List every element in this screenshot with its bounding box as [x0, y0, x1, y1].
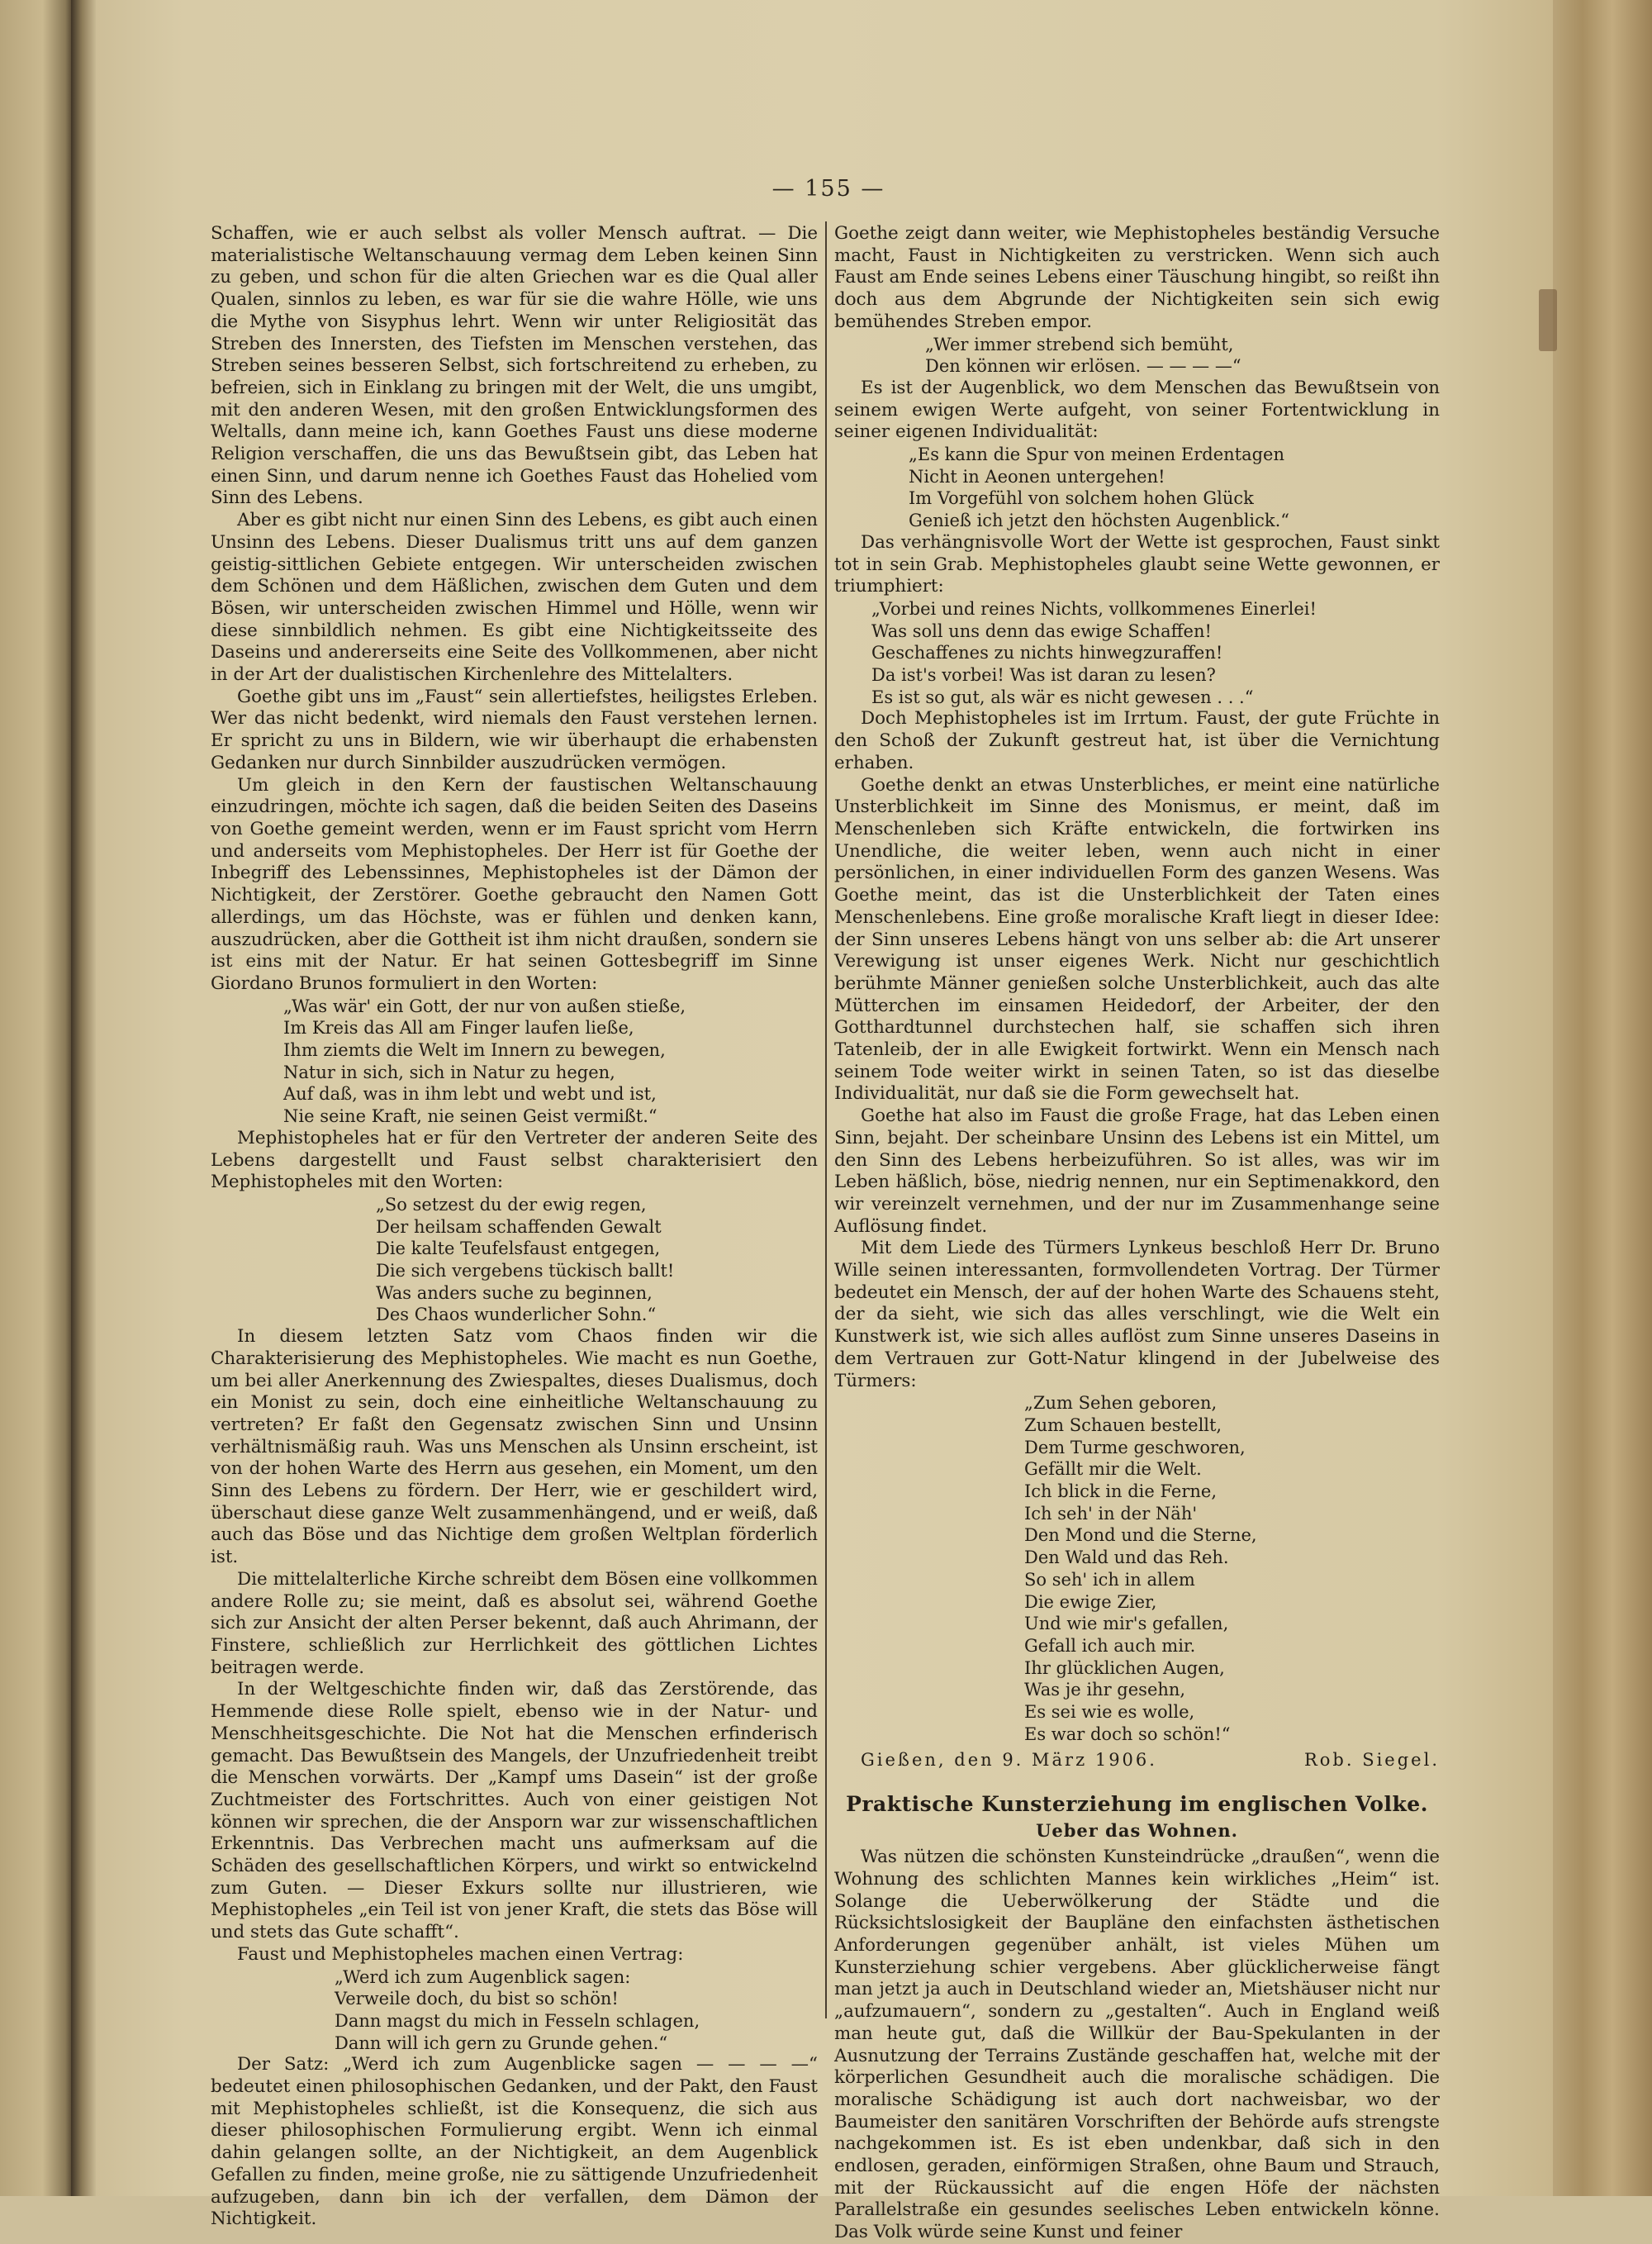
paragraph: Goethe gibt uns im „Faust“ sein allertiefstes, heiligstes Erleben. Wer das nicht bedenkt, wird niemals den Faust verstehen lernen. Er spricht zu uns in Bildern, wie wir überhaupt die erhabensten Gedanken nur durch Sinnbilder auszudrücken vermögen.	[211, 686, 818, 773]
paragraph: In diesem letzten Satz vom Chaos finden wir die Charakterisierung des Mephistopheles. Wie macht es nun Goethe, um bei aller Anerkennung des Zwiespaltes, dieses Dualismus, doch ein Monist zu sein, doch eine einheitliche Weltanschauung zu vertreten? Er faßt den Gegensatz zwischen Sinn und Unsinn verhältnismäßig rauh. Was uns Menschen als Unsinn erscheint, ist von der hohen Warte des Herrn aus gesehen, ein Moment, um den Sinn des Lebens zu fördern. Der Herr, wie er geschildert wird, überschaut diese ganze Welt zusammenhängend, und er weiß, daß auch das Böse und das Nichtige dem großen Weltplan förderlich ist.	[211, 1326, 818, 1568]
column-divider	[825, 221, 827, 2018]
paragraph: Das verhängnisvolle Wort der Wette ist gesprochen, Faust sinkt tot in sein Grab. Mephistopheles glaubt seine Wette gewonnen, er triumphiert:	[834, 531, 1440, 597]
paragraph: Die mittelalterliche Kirche schreibt dem Bösen eine vollkommen andere Rolle zu; sie meint, daß es absolut sei, während Goethe sich zur Ansicht der alten Perser bekennt, daß auch Ahrimann, der Finstere, schließlich zur Herrlichkeit des göttlichen Lichtes beitragen werde.	[211, 1568, 818, 1678]
paragraph: Goethe hat also im Faust die große Frage, hat das Leben einen Sinn, bejaht. Der scheinbare Unsinn des Lebens ist ein Mittel, um den Sinn des Lebens herbeizuführen. So ist alles, was wir im Leben häßlich, böse, niedrig nennen, nur ein Septimenakkord, den wir vereinzelt vernehmen, und der nur im Zusammenhange seine Auflösung findet.	[834, 1105, 1440, 1237]
article-heading: Praktische Kunsterziehung im englischen Volke.	[846, 1792, 1428, 1817]
paragraph: Mit dem Liede des Türmers Lynkeus beschloß Herr Dr. Bruno Wille seinen interessanten, formvollendeten Vortrag. Der Türmer bedeutet ein Mensch, der auf der hohen Warte des Schauens steht, der da sieht, wie sich das alles verschlingt, wie die Welt ein Kunstwerk ist, wie sich alles auflöst zum Sinne unseres Daseins in dem Vertrauen zur Gott-Natur klingend in der Jubelweise des Türmers:	[834, 1238, 1440, 1391]
verse-quote: „Zum Sehen geboren, Zum Schauen bestellt, Dem Turme geschworen, Gefällt mir die Welt. Ich blick in die Ferne, Ich seh' in der Näh' Den Mond und die Sterne, Den Wald und das Reh. So seh' ich in allem Die ewige Zier, Und wie mir's gefallen, Gefall ich auch mir. Ihr glücklichen Augen, Was je ihr gesehn, Es sei wie es wolle, Es war doch so schön!“	[1024, 1393, 1257, 1744]
paragraph: Goethe denkt an etwas Unsterbliches, er meint eine natürliche Unsterblichkeit im Sinne des Monismus, er meint, daß im Menschenleben sich Kräfte entwickeln, die fortwirken ins Unendliche, die weiter leben, wenn auch nicht in einer persönlichen, in einer individuellen Form des ganzen Wesens. Was Goethe meint, das ist die Unsterblichkeit der Taten eines Menschenlebens. Eine große moralische Kraft liegt in dieser Idee: der Sinn unseres Lebens hängt von uns selber ab: die Art unserer Verewigung ist unser eigenes Werk. Nicht nur geschichtlich berühmte Männer genießen solche Unsterblichkeit, auch das alte Mütterchen im einsamen Heidedorf, der Arbeiter, der den Gotthardtunnel durchstechen half, sie schaffen sich ihren Tatenleib, der in alle Ewigkeit fortwirkt. Wenn ein Mensch nach seinem Tode weiter wirkt in seinen Taten, so ist das dieselbe Individualität, nur daß sie die Form gewechselt hat.	[834, 774, 1440, 1105]
signature-line	[834, 1749, 1440, 1771]
book-gutter	[71, 0, 96, 2196]
verse-quote: „So setzest du der ewig regen, Der heilsam schaffenden Gewalt Die kalte Teufelsfaust entgegen, Die sich vergebens tückisch ballt! Was anders suche zu beginnen, Des Chaos wunderlicher Sohn.“	[376, 1194, 675, 1325]
left-column	[211, 223, 818, 2231]
paragraph: Was nützen die schönsten Kunsteindrücke „draußen“, wenn die Wohnung des schlichten Mannes kein wirkliches „Heim“ ist. Solange die Ueberwölkerung der Städte und die Rücksichtslosigkeit der Baupläne den einfachsten ästhetischen Anforderungen gegenüber anhält, ist vieles Mühen um Kunsterziehung schier vergebens. Aber glücklicherweise fängt man jetzt ja auch in Deutschland wieder an, Mietshäuser nicht nur „aufzumauern“, sondern zu „gestalten“. Auch in England weiß man heute gut, daß die Willkür der Bau-Spekulanten in der Ausnutzung der Terrains Zustände geschaffen hat, welche mit der körperlichen Gesundheit auch die moralische schädigen. Die moralische Schädigung ist auch dort nachweisbar, wo der Baumeister den sanitären Vorschriften der Behörde aufs strengste nachgekommen ist. Es ist eben undenkbar, daß sich in den endlosen, geraden, einförmigen Straßen, ohne Baum und Strauch, mit der Rückaussicht auf die engen Höfe der nächsten Parallelstraße ein gesundes seelisches Leben entwickeln könne. Das Volk würde seine Kunst und feiner	[834, 1847, 1440, 2243]
page-number: — 155 —	[771, 176, 885, 202]
paragraph: Aber es gibt nicht nur einen Sinn des Lebens, es gibt auch einen Unsinn des Lebens. Dieser Dualismus tritt uns auf dem ganzen geistig-sittlichen Gebiete entgegen. Wir unterscheiden zwischen dem Schönen und dem Häßlichen, zwischen dem Guten und dem Bösen, wir unterscheiden zwischen Himmel und Hölle, wenn wir diese sinnbildlich nehmen. Es gibt eine Nichtigkeitsseite des Daseins und andererseits eine Seite des Vollkommenen, aber nicht in der Art der dualistischen Kirchenlehre des Mittelalters.	[211, 510, 818, 686]
verse-quote: „Was wär' ein Gott, der nur von außen stieße, Im Kreis das All am Finger laufen ließe, Ihm ziemts die Welt im Innern zu bewegen, Natur in sich, sich in Natur zu hegen, Auf daß, was in ihm lebt und webt und ist, Nie seine Kraft, nie seinen Geist vermißt.“	[283, 996, 686, 1127]
paragraph: Es ist der Augenblick, wo dem Menschen das Bewußtsein von seinem ewigen Werte aufgeht, von seiner Fortentwicklung in seiner eigenen Individualität:	[834, 377, 1440, 443]
page-stack-edge	[1553, 0, 1652, 2196]
verse-quote: „Wer immer strebend sich bemüht, Den können wir erlösen. — — — —“	[925, 334, 1241, 377]
paragraph: Doch Mephistopheles ist im Irrtum. Faust, der gute Früchte in den Schoß der Zukunft gestreut hat, ist über die Vernichtung erhaben.	[834, 708, 1440, 773]
right-column	[834, 223, 1440, 2244]
article-subheading: Ueber das Wohnen.	[1036, 1820, 1238, 1842]
verse-quote: „Werd ich zum Augenblick sagen: Verweile doch, du bist so schön! Dann magst du mich in Fesseln schlagen, Dann will ich gern zu Grunde gehen.“	[335, 1966, 700, 2053]
paragraph: Um gleich in den Kern der faustischen Weltanschauung einzudringen, möchte ich sagen, daß die beiden Seiten des Daseins von Goethe gemeint werden, wenn er im Faust spricht vom Herrn und anderseits vom Mephistopheles. Der Herr ist für Goethe der Inbegriff des Lebenssinnes, Mephistopheles ist der Dämon der Nichtigkeit, der Zerstörer. Goethe gebraucht den Namen Gott allerdings, um das Höchste, was er fühlen und denken kann, auszudrücken, aber die Gottheit ist ihm nicht draußen, sondern sie ist eins mit der Natur. Er hat seinen Gottesbegriff im Sinne Giordano Brunos formuliert in den Worten:	[211, 774, 818, 994]
paragraph: Schaffen, wie er auch selbst als voller Mensch auftrat. — Die materialistische Weltanschauung vermag dem Leben keinen Sinn zu geben, und schon für die alten Griechen war es die Qual aller Qualen, sinnlos zu leben, es war für sie die wahre Hölle, wie uns die Mythe von Sisyphus lehrt. Wenn wir unter Religiosität das Streben des Innersten, des Tiefsten im Menschen verstehen, das Streben seines besseren Selbst, sich fortschreitend zu erheben, zu befreien, sich in Einklang zu bringen mit der Welt, die uns umgibt, mit den anderen Wesen, mit den großen Entwicklungsformen des Weltalls, dann meine ich, kann Goethes Faust uns diese moderne Religion verschaffen, die uns das Bewußtsein gibt, das Leben hat einen Sinn, und darum nenne ich Goethes Faust das Hohelied vom Sinn des Lebens.	[211, 223, 818, 509]
paragraph: Der Satz: „Werd ich zum Augenblicke sagen — — — —“ bedeutet einen philosophischen Gedanken, und der Pakt, den Faust mit Mephistopheles schließt, ist die Konsequenz, die sich aus dieser philosophischen Formulierung ergibt. Wenn ich einmal dahin gelangen sollte, an der Nichtigkeit, an dem Augenblick Gefallen zu finden, meine große, nie zu sättigende Unzufriedenheit aufzugeben, dann bin ich der verfallen, dem Dämon der Nichtigkeit.	[211, 2054, 818, 2230]
paragraph: Goethe zeigt dann weiter, wie Mephistopheles beständig Versuche macht, Faust in Nichtigkeiten zu verstricken. Wenn sich auch Faust am Ende seines Lebens einer Täuschung hingibt, so reißt ihn doch aus dem Abgrunde der Nichtigkeiten sein sich ewig bemühendes Streben empor.	[834, 223, 1440, 332]
signature-place-date: Gießen, den 9. März 1906.	[861, 1749, 1157, 1770]
library-stamp-mark	[1539, 289, 1557, 351]
paragraph: Mephistopheles hat er für den Vertreter der anderen Seite des Lebens dargestellt und Faust selbst charakterisiert den Mephistopheles mit den Worten:	[211, 1127, 818, 1193]
left-page-edge	[0, 0, 71, 2196]
paragraph: Faust und Mephistopheles machen einen Vertrag:	[237, 1943, 684, 1965]
signature-author: Rob. Siegel.	[1303, 1749, 1440, 1770]
verse-quote: „Vorbei und reines Nichts, vollkommenes Einerlei! Was soll uns denn das ewige Schaffen! Geschaffenes zu nichts hinwegzuraffen! Da ist's vorbei! Was ist daran zu lesen? Es ist so gut, als wär es nicht gewesen . . .“	[871, 598, 1317, 707]
paragraph: In der Weltgeschichte finden wir, daß das Zerstörende, das Hemmende diese Rolle spielt, ebenso wie in der Natur- und Menschheitsgeschichte. Die Not hat die Menschen erfinderisch gemacht. Das Bewußtsein des Mangels, der Unzufriedenheit treibt die Menschen vorwärts. Der „Kampf ums Dasein“ ist der große Zuchtmeister des Fortschrittes. Auch von einer geistigen Not können wir sprechen, die der Ansporn war zur wissenschaftlichen Erkenntnis. Das Verbrechen macht uns aufmerksam auf die Schäden des gesellschaftlichen Körpers, und wirkt so entwickelnd zum Guten. — Dieser Exkurs sollte nur illustrieren, wie Mephistopheles „ein Teil ist von jener Kraft, die stets das Böse will und stets das Gute schafft“.	[211, 1679, 818, 1943]
verse-quote: „Es kann die Spur von meinen Erdentagen Nicht in Aeonen untergehen! Im Vorgefühl von solchem hohen Glück Genieß ich jetzt den höchsten Augenblick.“	[909, 445, 1290, 531]
